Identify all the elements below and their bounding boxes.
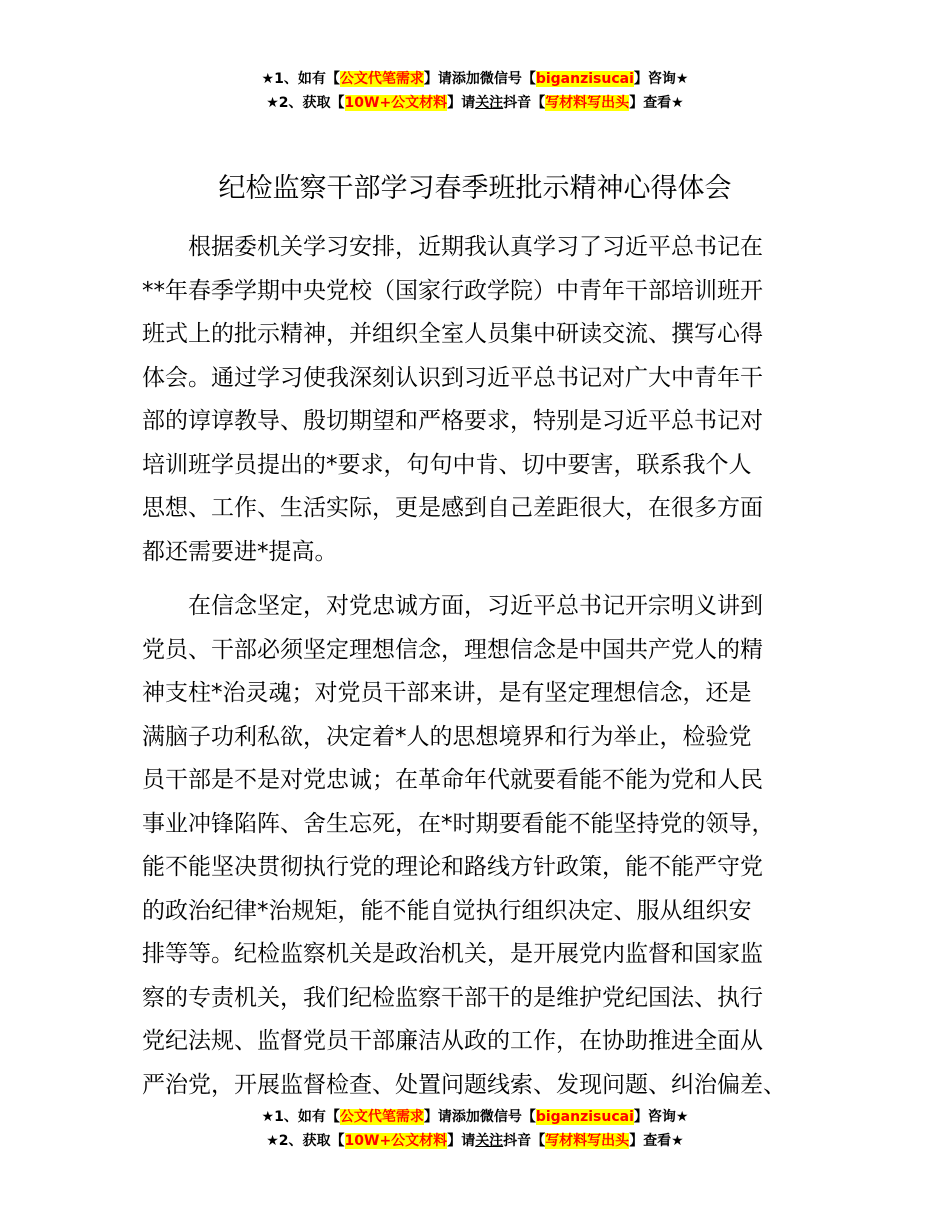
banner-line-1 <box>0 67 950 91</box>
bracket: 【 <box>325 71 340 87</box>
text-line: 的政治纪律*治规矩，能不能自觉执行组织决定、服从组织安 <box>142 897 752 924</box>
text-line: 满脑子功利私欲，决定着*人的思想境界和行为举止，检验党 <box>142 723 752 750</box>
bracket: 】 <box>447 95 462 111</box>
bracket: 】 <box>629 95 644 111</box>
banner-text: 请添加微信号 <box>437 1109 522 1125</box>
bracket: 】 <box>423 1109 438 1125</box>
highlight-materials: 10W+公文材料 <box>344 1133 448 1149</box>
text-line: 员干部是不是对党忠诚；在革命年代就要看能不能为党和人民 <box>142 767 763 793</box>
banner-text: 抖音 <box>503 1133 532 1149</box>
banner-text: ★1、如有 <box>261 1109 326 1125</box>
text-line: 能不能坚决贯彻执行党的理论和路线方针政策，能不能严守党 <box>142 854 763 880</box>
bracket: 【 <box>521 1109 536 1125</box>
banner-text: 请 <box>461 95 476 111</box>
text-line: 根据委机关学习安排，近期我认真学习了习近平总书记在 <box>188 234 763 260</box>
text-line: 排等等。纪检监察机关是政治机关，是开展党内监督和国家监 <box>142 941 763 967</box>
document-title: 纪检监察干部学习春季班批示精神心得体会 <box>218 173 732 204</box>
banner-text: 查看★ <box>643 95 684 111</box>
bracket: 【 <box>325 1109 340 1125</box>
header-banner <box>0 67 950 115</box>
bracket: 】 <box>629 1133 644 1149</box>
bracket: 【 <box>330 95 345 111</box>
text-line: 在信念坚定，对党忠诚方面，习近平总书记开宗明义讲到 <box>188 593 763 619</box>
highlight-service: 公文代笔需求 <box>339 71 424 87</box>
text-line: 都还需要进*提高。 <box>142 538 338 565</box>
bracket: 【 <box>330 1133 345 1149</box>
highlight-douyin-account: 写材料写出头 <box>545 95 630 111</box>
paragraph-2 <box>142 585 822 1107</box>
banner-text: 咨询★ <box>647 71 689 87</box>
document-body <box>142 226 822 1118</box>
banner-text: ★2、获取 <box>266 95 331 111</box>
text-line: 体会。通过学习使我深刻认识到习近平总书记对广大中青年干 <box>142 364 763 391</box>
banner-text: ★1、如有 <box>261 71 326 87</box>
underlined-text: 关注 <box>475 1133 504 1149</box>
banner-text: ★2、获取 <box>266 1133 331 1149</box>
highlight-douyin-account: 写材料写出头 <box>545 1133 630 1149</box>
text-line: 事业冲锋陷阵、舍生忘死，在*时期要看能不能坚持党的领导， <box>142 810 775 837</box>
highlight-wechat-id: biganzisucai <box>535 1109 634 1125</box>
text-line: 察的专责机关，我们纪检监察干部干的是维护党纪国法、执行 <box>142 984 763 1011</box>
highlight-wechat-id: biganzisucai <box>535 71 634 87</box>
banner-line-2 <box>0 1129 950 1153</box>
bracket: 【 <box>531 1133 546 1149</box>
banner-line-1 <box>0 1105 950 1129</box>
banner-text: 抖音 <box>503 95 532 111</box>
bracket: 【 <box>531 95 546 111</box>
banner-text: 请添加微信号 <box>437 71 522 87</box>
text-line: **年春季学期中央党校（国家行政学院）中青年干部培训班开 <box>142 277 763 304</box>
text-line: 思想、工作、生活实际，更是感到自己差距很大，在很多方面 <box>142 495 763 521</box>
bracket: 】 <box>633 1109 648 1125</box>
text-line: 党员、干部必须坚定理想信念，理想信念是中国共产党人的精 <box>142 636 763 663</box>
bracket: 】 <box>633 71 648 87</box>
highlight-service: 公文代笔需求 <box>339 1109 424 1125</box>
text-line: 党纪法规、监督党员干部廉洁从政的工作，在协助推进全面从 <box>142 1028 763 1054</box>
text-line: 严治党，开展监督检查、处置问题线索、发现问题、纠治偏差、 <box>142 1071 786 1098</box>
text-line: 班式上的批示精神，并组织全室人员集中研读交流、撰写心得 <box>142 321 763 347</box>
text-line: 神支柱*治灵魂；对党员干部来讲，是有坚定理想信念，还是 <box>142 680 752 706</box>
bracket: 】 <box>423 71 438 87</box>
bracket: 【 <box>521 71 536 87</box>
bracket: 】 <box>447 1133 462 1149</box>
banner-text: 请 <box>461 1133 476 1149</box>
banner-line-2 <box>0 91 950 115</box>
highlight-materials: 10W+公文材料 <box>344 95 448 111</box>
underlined-text: 关注 <box>475 95 504 111</box>
banner-text: 咨询★ <box>647 1109 689 1125</box>
paragraph-1 <box>142 226 822 574</box>
text-line: 部的谆谆教导、殷切期望和严格要求，特别是习近平总书记对 <box>142 408 763 434</box>
text-line: 培训班学员提出的*要求，句句中肯、切中要害，联系我个人 <box>142 451 752 478</box>
footer-banner <box>0 1105 950 1153</box>
banner-text: 查看★ <box>643 1133 684 1149</box>
